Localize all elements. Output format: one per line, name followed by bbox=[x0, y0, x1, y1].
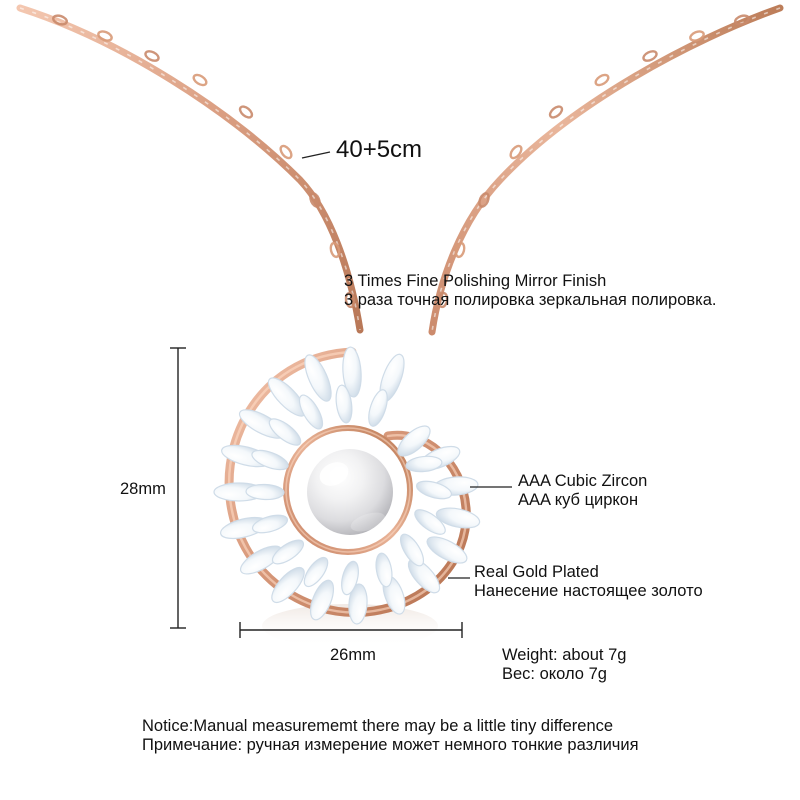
weight-info-en: Weight: about 7g bbox=[502, 646, 627, 664]
zircon-callout-ru: AAA куб циркон bbox=[518, 491, 639, 509]
measurement-notice bbox=[142, 717, 639, 755]
pendant-height-label: 28mm bbox=[120, 480, 166, 498]
zircon-callout bbox=[518, 472, 647, 510]
plated-callout-en: Real Gold Plated bbox=[474, 563, 599, 581]
chain-length-label: 40+5cm bbox=[336, 136, 423, 163]
pearl-icon bbox=[307, 449, 393, 535]
pendant-icon bbox=[214, 346, 481, 648]
pendant-width-label: 26mm bbox=[330, 646, 376, 664]
plated-callout-ru: Нанесение настоящее золото bbox=[474, 582, 703, 600]
measurement-notice-ru: Примечание: ручная измерение может немного тонкие различия bbox=[142, 736, 639, 754]
polishing-callout bbox=[344, 272, 716, 310]
polishing-callout-en: 3 Times Fine Polishing Mirror Finish bbox=[344, 272, 607, 290]
plated-callout bbox=[474, 563, 703, 601]
measurement-notice-en: Notice:Manual measurememt there may be a little tiny difference bbox=[142, 717, 614, 735]
zircon-callout-en: AAA Cubic Zircon bbox=[518, 472, 648, 490]
weight-info bbox=[502, 646, 626, 684]
weight-info-ru: Вес: около 7g bbox=[502, 665, 607, 683]
height-dimension-icon bbox=[170, 348, 186, 628]
polishing-callout-ru: 3 раза точная полировка зеркальная полировка. bbox=[344, 291, 717, 309]
